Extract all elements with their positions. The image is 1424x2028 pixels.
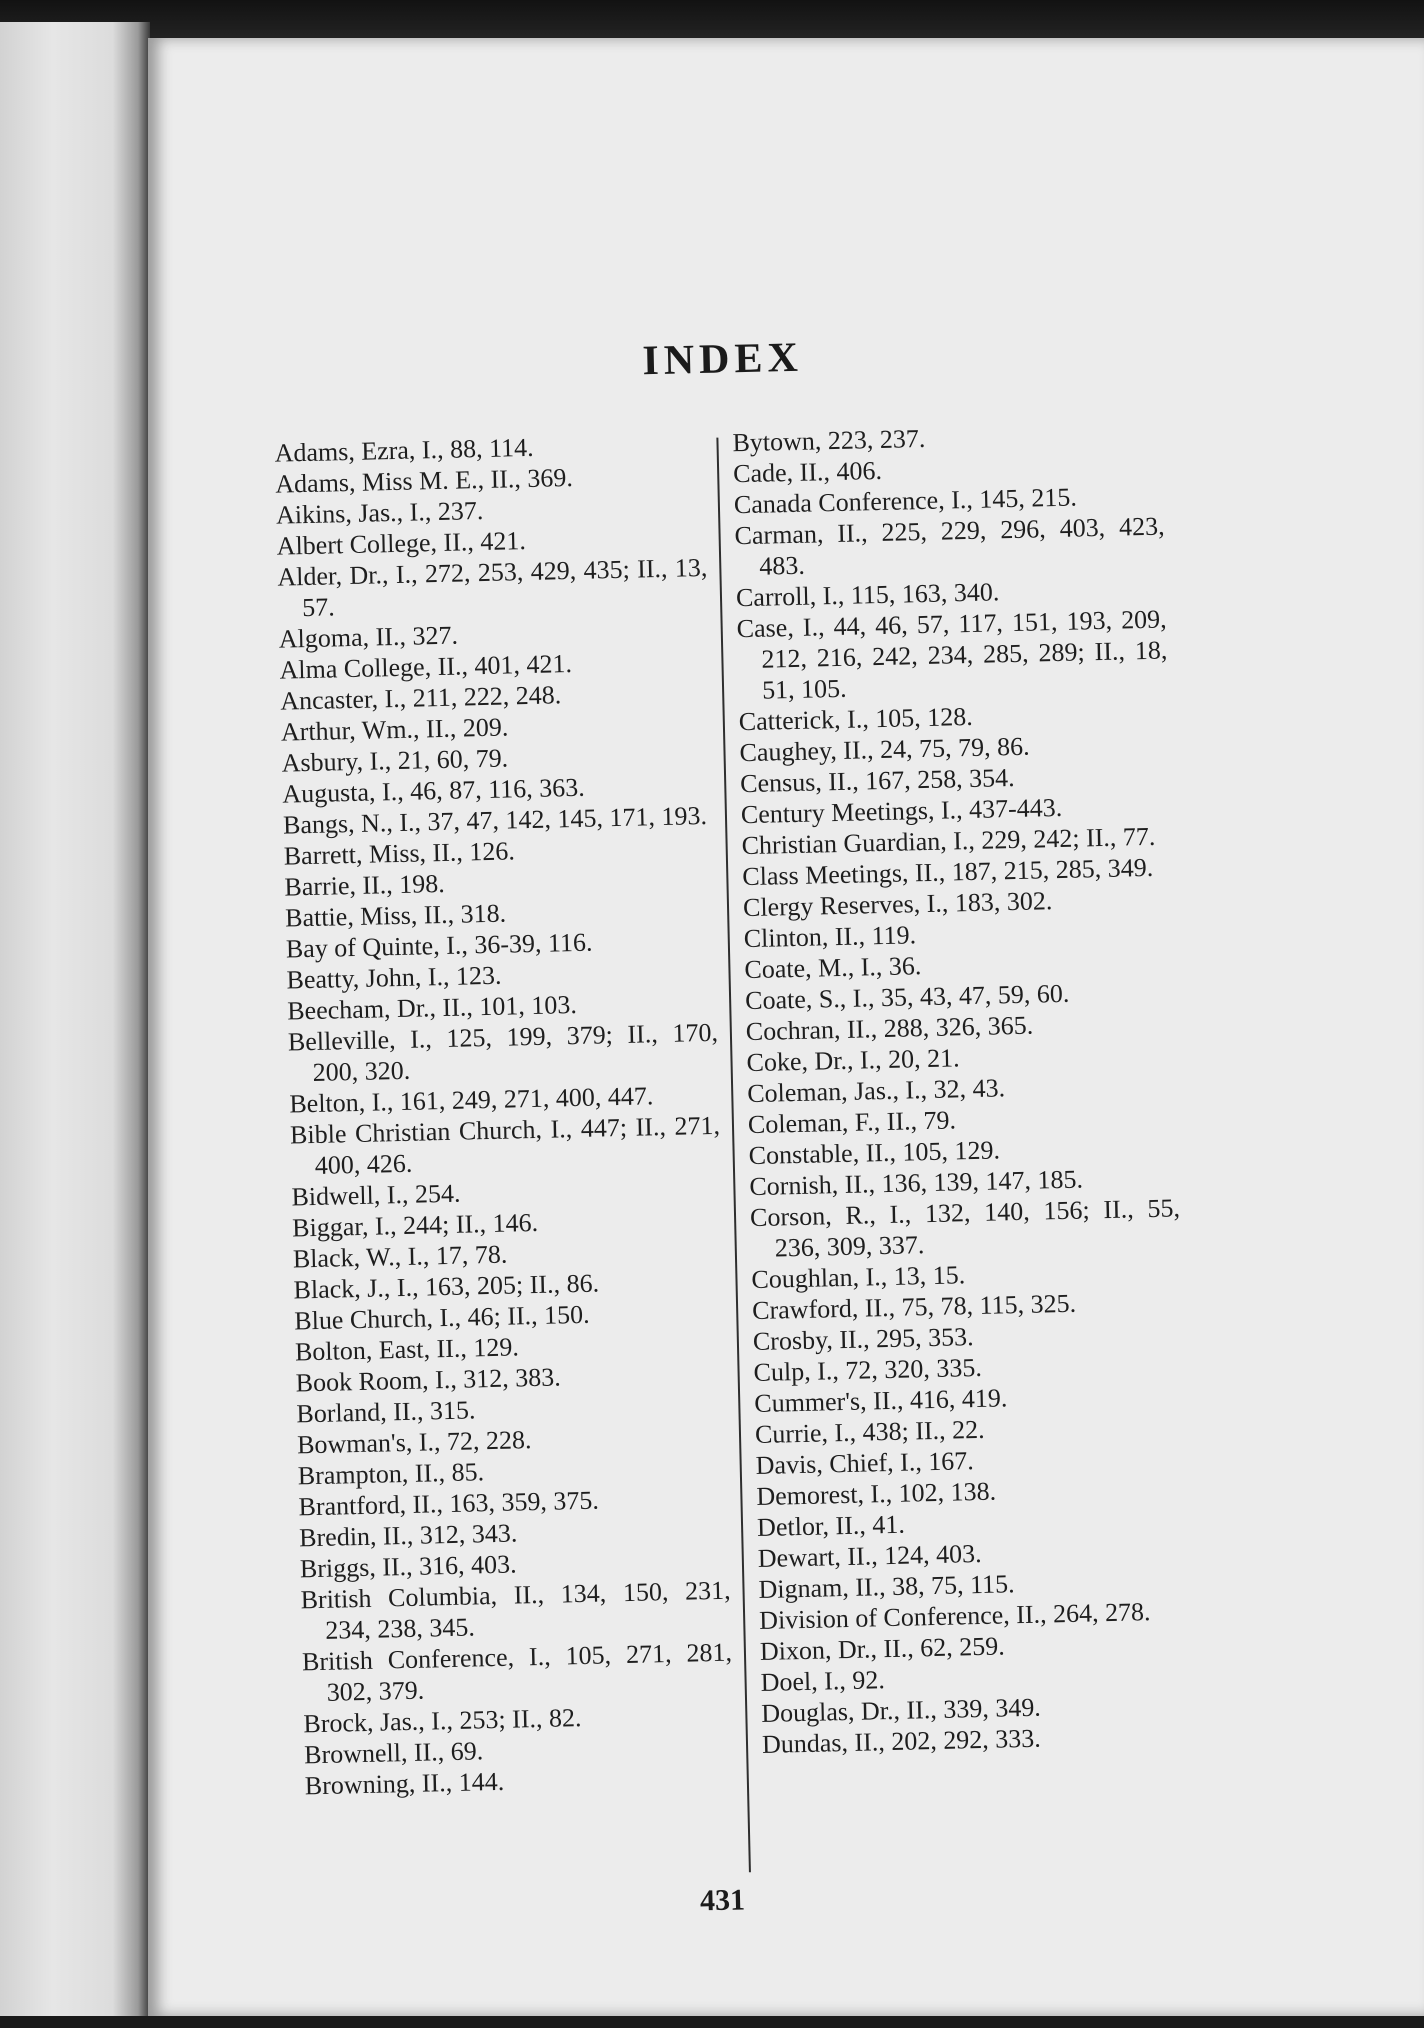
index-entry: Constable, II., 105, 129. [748, 1135, 1001, 1171]
index-entry: Brownell, II., 69. [303, 1736, 484, 1770]
index-entry: Aikins, Jas., I., 237. [275, 495, 484, 530]
index-entry: Adams, Miss M. E., II., 369. [274, 462, 574, 499]
index-entry: Brantford, II., 163, 359, 375. [298, 1485, 600, 1522]
index-entry: Dignam, II., 38, 75, 115. [758, 1569, 1015, 1604]
index-entry: Census, II., 167, 258, 354. [739, 762, 1015, 799]
index-entry: Bowman's, I., 72, 228. [296, 1425, 532, 1460]
index-entry: Book Room, I., 312, 383. [295, 1362, 562, 1398]
index-entry: Arthur, Wm., II., 209. [280, 712, 509, 747]
index-entry: Bredin, II., 312, 343. [298, 1518, 518, 1553]
page-title: INDEX [641, 334, 804, 385]
index-entry: Browning, II., 144. [304, 1766, 505, 1801]
index-entry: Case, I., 44, 46, 57, 117, 151, 193, 209, 212, 216, 242, 234, 285, 289; II., 18, 51, 105. [736, 604, 1168, 705]
index-entry: Christian Guardian, I., 229, 242; II., 77. [741, 821, 1156, 861]
index-entry: Barrie, II., 198. [284, 868, 446, 902]
index-entry: Coate, M., I., 36. [744, 951, 922, 985]
index-entry: Clergy Reserves, I., 183, 302. [742, 886, 1053, 923]
index-entry: Doel, I., 92. [760, 1665, 886, 1697]
index-entry: Battie, Miss, II., 318. [284, 898, 507, 933]
index-entry: Detlor, II., 41. [756, 1509, 906, 1543]
index-entry: Beecham, Dr., II., 101, 103. [286, 989, 578, 1026]
index-entry: Brampton, II., 85. [297, 1457, 485, 1491]
index-entry: Catterick, I., 105, 128. [738, 701, 974, 737]
index-entry: Algoma, II., 327. [278, 620, 459, 654]
index-entry: Coleman, F., II., 79. [747, 1105, 957, 1140]
index-entry: Corson, R., I., 132, 140, 156; II., 55, 236, 309, 337. [749, 1193, 1181, 1263]
index-entry: Briggs, II., 316, 403. [299, 1549, 517, 1584]
index-entry: Black, W., I., 17, 78. [292, 1239, 508, 1274]
index-entry: British Conference, I., 105, 271, 281, 302, 379. [301, 1637, 733, 1707]
index-entry: Borland, II., 315. [296, 1395, 476, 1429]
index-entry: Biggar, I., 244; II., 146. [291, 1207, 539, 1243]
index-entry: Bible Christian Church, I., 447; II., 271, 400, 426. [289, 1110, 721, 1180]
index-entry: Crawford, II., 75, 78, 115, 325. [751, 1288, 1077, 1326]
index-entry: Coke, Dr., I., 20, 21. [746, 1043, 960, 1078]
index-entry: Demorest, I., 102, 138. [756, 1476, 997, 1512]
index-entry: Ancaster, I., 211, 222, 248. [279, 680, 562, 716]
index-entry: Crosby, II., 295, 353. [752, 1322, 974, 1357]
index-entry: Cade, II., 406. [732, 455, 883, 489]
index-entry: Cochran, II., 288, 326, 365. [745, 1010, 1034, 1047]
index-entry: Adams, Ezra, I., 88, 114. [274, 432, 534, 468]
index-column-right [732, 418, 1192, 1760]
index-entry: Century Meetings, I., 437-443. [740, 792, 1063, 830]
index-entry: Dixon, Dr., II., 62, 259. [759, 1631, 1006, 1666]
index-entry: Douglas, Dr., II., 339, 349. [761, 1692, 1042, 1728]
left-page-edge [0, 22, 150, 2016]
index-entry: Augusta, I., 46, 87, 116, 363. [282, 772, 585, 809]
index-entry: Belleville, I., 125, 199, 379; II., 170, 200, 320. [287, 1017, 719, 1087]
index-entry: Albert College, II., 421. [276, 526, 527, 561]
index-entry: Blue Church, I., 46; II., 150. [293, 1299, 590, 1336]
index-entry: Bytown, 223, 237. [732, 423, 926, 458]
index-entry: British Columbia, II., 134, 150, 231, 234, 238, 345. [300, 1575, 731, 1645]
index-entry: Culp, I., 72, 320, 335. [753, 1352, 983, 1388]
index-entry: Coleman, Jas., I., 32, 43. [746, 1073, 1006, 1109]
index-entry: Bolton, East, II., 129. [294, 1332, 520, 1367]
index-entry: Clinton, II., 119. [743, 920, 917, 954]
index-entry: Coate, S., I., 35, 43, 47, 59, 60. [744, 978, 1070, 1016]
index-entry: Currie, I., 438; II., 22. [754, 1414, 985, 1450]
index-entry: Bay of Quinte, I., 36-39, 116. [285, 927, 593, 964]
index-entry: Class Meetings, II., 187, 215, 285, 349. [742, 852, 1154, 892]
index-entry: Cummer's, II., 416, 419. [753, 1383, 1008, 1419]
index-entry: Canada Conference, I., 145, 215. [733, 482, 1078, 520]
index-entry: Carman, II., 225, 229, 296, 403, 423, 483. [734, 511, 1165, 581]
index-entry: Division of Conference, II., 264, 278. [758, 1597, 1151, 1635]
index-entry: Black, J., I., 163, 205; II., 86. [293, 1268, 600, 1305]
page-content [125, 22, 1424, 2028]
index-entry: Coughlan, I., 13, 15. [751, 1260, 966, 1295]
index-entry: Barrett, Miss, II., 126. [283, 836, 516, 871]
index-column-left [274, 428, 735, 1801]
index-entry: Dundas, II., 202, 292, 333. [761, 1723, 1042, 1759]
index-entry: Davis, Chief, I., 167. [755, 1446, 975, 1481]
index-entry: Belton, I., 161, 249, 271, 400, 447. [289, 1081, 654, 1119]
index-entry: Bidwell, I., 254. [291, 1178, 461, 1212]
index-entry: Alder, Dr., I., 272, 253, 429, 435; II., 13, 57. [277, 552, 708, 623]
index-entry: Dewart, II., 124, 403. [757, 1538, 982, 1573]
index-entry: Asbury, I., 21, 60, 79. [281, 743, 509, 778]
book-page [148, 38, 1424, 2016]
index-entry: Beatty, John, I., 123. [286, 960, 502, 995]
index-entry: Brock, Jas., I., 253; II., 82. [303, 1703, 582, 1739]
index-entry: Alma College, II., 401, 421. [279, 648, 573, 685]
index-entry: Bangs, N., I., 37, 47, 142, 145, 171, 193. [282, 800, 708, 840]
index-entry: Carroll, I., 115, 163, 340. [735, 577, 1000, 613]
index-entry: Cornish, II., 136, 139, 147, 185. [749, 1164, 1084, 1202]
page-number: 431 [699, 1883, 746, 1918]
index-entry: Caughey, II., 24, 75, 79, 86. [739, 731, 1030, 768]
